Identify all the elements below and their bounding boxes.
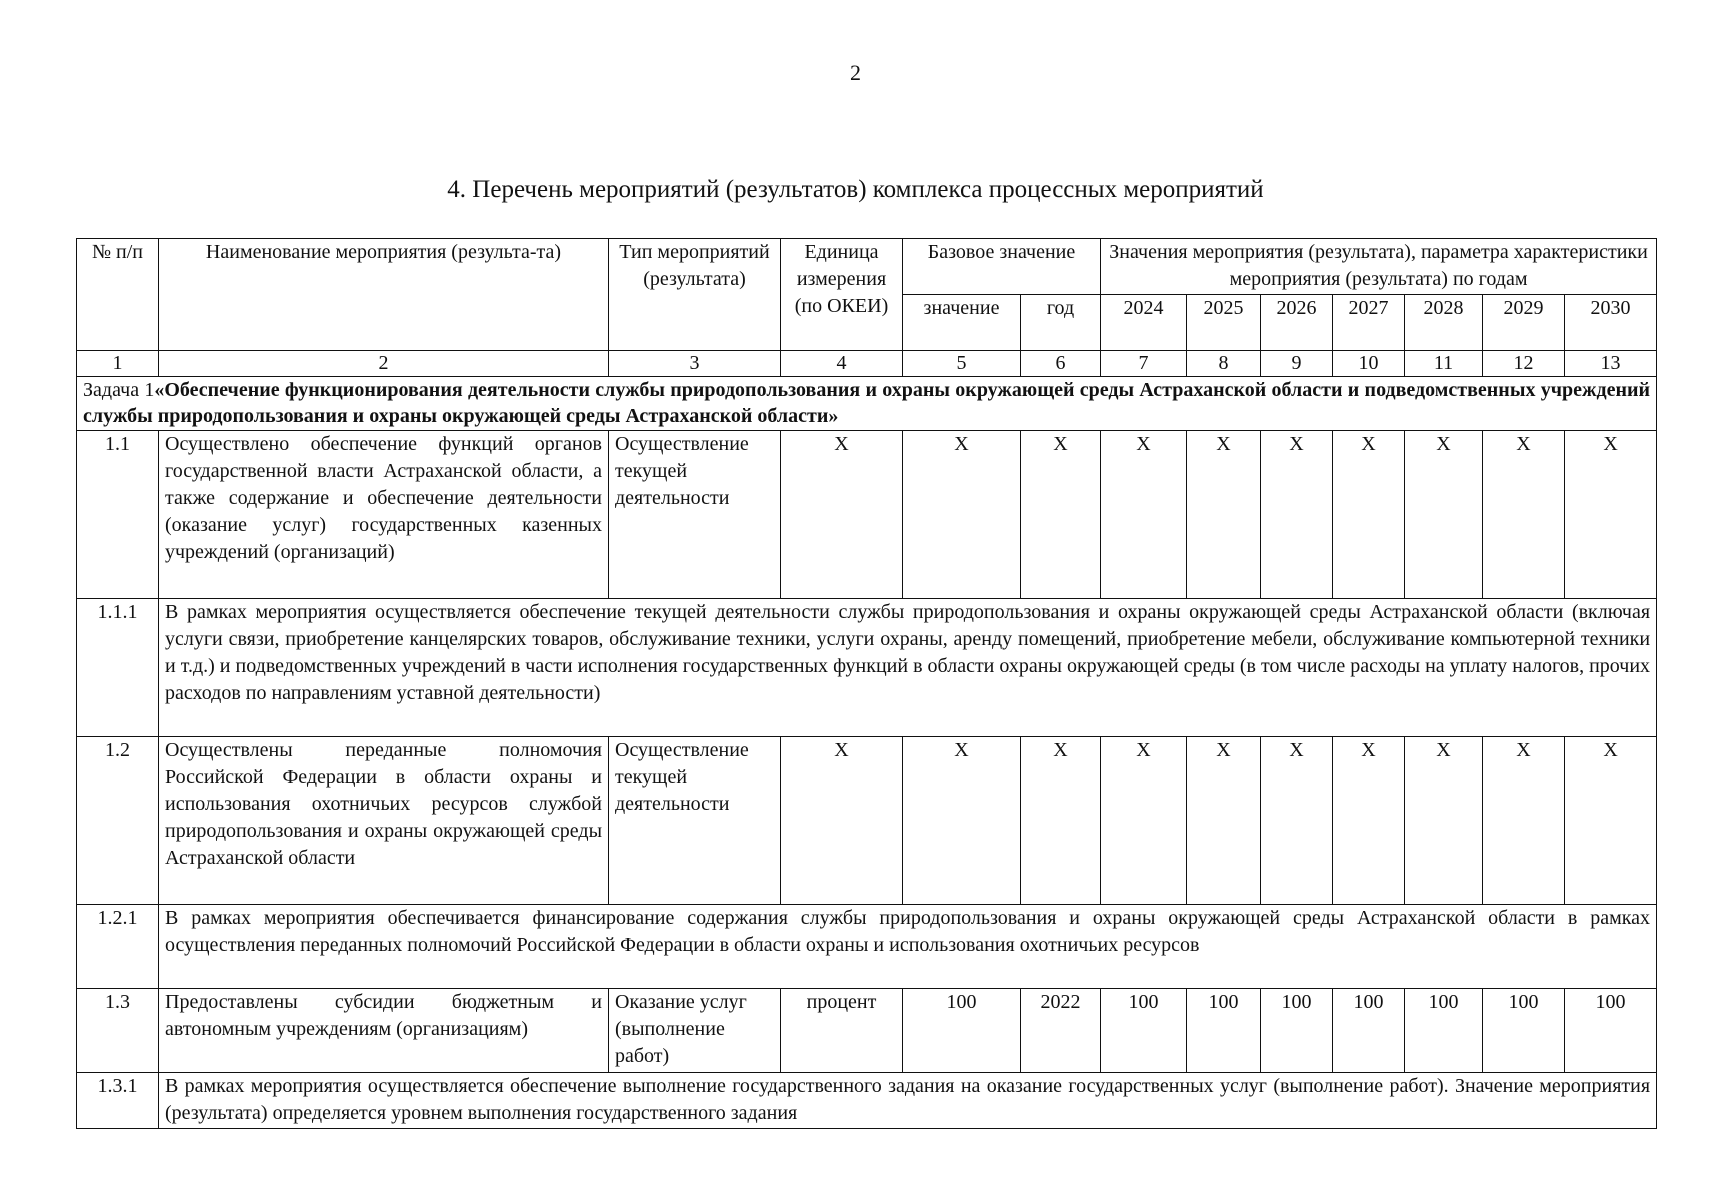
column-number: 8 [1187, 351, 1261, 377]
measure-description: В рамках мероприятия обеспечивается финансирование содержания службы природопользования и охраны окружающей среды Астраханской области в рамках осуществления переданных полномочий Российской Федерации в области охраны и использования охотничьих ресурсов [159, 905, 1657, 989]
measure-type: Оказание услуг (выполнение работ) [609, 989, 781, 1073]
header-base-year: год [1021, 295, 1101, 351]
header-num: № п/п [77, 239, 159, 351]
year-value: Х [1187, 737, 1261, 905]
header-year: 2027 [1333, 295, 1405, 351]
row-number: 1.2 [77, 737, 159, 905]
task-1-label: Задача 1 [83, 379, 155, 401]
year-value: 100 [1261, 989, 1333, 1073]
header-base: Базовое значение [903, 239, 1101, 295]
column-number: 6 [1021, 351, 1101, 377]
measure-unit: Х [781, 431, 903, 599]
year-value: 100 [1187, 989, 1261, 1073]
row-number: 1.3.1 [77, 1073, 159, 1129]
header-year: 2030 [1565, 295, 1657, 351]
table-row [77, 1073, 1657, 1129]
measure-name: Предоставлены субсидии бюджетным и автономным учреждениям (организациям) [159, 989, 609, 1073]
table-row [77, 599, 1657, 737]
measures-table [76, 238, 1657, 1129]
base-value: Х [903, 431, 1021, 599]
table-row [77, 431, 1657, 599]
year-value: Х [1101, 431, 1187, 599]
year-value: Х [1187, 431, 1261, 599]
base-year: Х [1021, 737, 1101, 905]
task-1-row [77, 377, 1657, 431]
year-value: 100 [1565, 989, 1657, 1073]
header-year: 2028 [1405, 295, 1483, 351]
measure-name: Осуществлены переданные полномочия Российской Федерации в области охраны и использования охотничьих ресурсов службой природопользования и охраны окружающей среды Астраханской области [159, 737, 609, 905]
measure-unit: процент [781, 989, 903, 1073]
header-values: Значения мероприятия (результата), параметра характеристики мероприятия (результата) по годам [1101, 239, 1657, 295]
table-row [77, 989, 1657, 1073]
header-type: Тип мероприятий (результата) [609, 239, 781, 351]
header-unit: Единица измерения (по ОКЕИ) [781, 239, 903, 351]
column-number: 4 [781, 351, 903, 377]
column-number: 9 [1261, 351, 1333, 377]
measure-description: В рамках мероприятия осуществляется обеспечение текущей деятельности службы природопользования и охраны окружающей среды Астраханской области (включая услуги связи, приобретение канцелярских товаров, обслуживание техники, услуги охраны, аренду помещений, приобретение мебели, обслуживание компьютерной техники и т.д.) и подведомственных учреждений в части исполнения государственных функций в области охраны окружающей среды (в том числе расходы на уплату налогов, прочих расходов по направлениям уставной деятельности) [159, 599, 1657, 737]
year-value: Х [1261, 737, 1333, 905]
base-year: 2022 [1021, 989, 1101, 1073]
year-value: Х [1405, 737, 1483, 905]
row-number: 1.2.1 [77, 905, 159, 989]
table-row [77, 737, 1657, 905]
column-number: 2 [159, 351, 609, 377]
year-value: Х [1261, 431, 1333, 599]
column-number: 7 [1101, 351, 1187, 377]
header-base-value: значение [903, 295, 1021, 351]
year-value: Х [1483, 737, 1565, 905]
column-number: 13 [1565, 351, 1657, 377]
year-value: 100 [1101, 989, 1187, 1073]
year-value: Х [1333, 431, 1405, 599]
year-value: Х [1405, 431, 1483, 599]
base-value: Х [903, 737, 1021, 905]
base-value: 100 [903, 989, 1021, 1073]
header-year: 2024 [1101, 295, 1187, 351]
header-row-1 [77, 239, 1657, 295]
year-value: Х [1483, 431, 1565, 599]
task-1-cell [77, 377, 1657, 431]
column-number: 1 [77, 351, 159, 377]
year-value: 100 [1333, 989, 1405, 1073]
task-1-text: «Обеспечение функционирования деятельности службы природопользования и охраны окружающей среды Астраханской области и подведомственных учреждений службы природопользования и охраны окружающей среды Астраханской области» [83, 379, 1651, 427]
page-number: 2 [850, 60, 861, 85]
measure-unit: Х [781, 737, 903, 905]
measure-type: Осуществление текущей деятельности [609, 431, 781, 599]
year-value: 100 [1405, 989, 1483, 1073]
column-number: 10 [1333, 351, 1405, 377]
year-value: Х [1101, 737, 1187, 905]
year-value: Х [1565, 431, 1657, 599]
year-value: Х [1565, 737, 1657, 905]
row-number: 1.3 [77, 989, 159, 1073]
year-value: 100 [1483, 989, 1565, 1073]
header-year: 2026 [1261, 295, 1333, 351]
column-number: 12 [1483, 351, 1565, 377]
measure-name: Осуществлено обеспечение функций органов государственной власти Астраханской области, а также содержание и обеспечение деятельности (оказание услуг) государственных казенных учреждений (организаций) [159, 431, 609, 599]
row-number: 1.1.1 [77, 599, 159, 737]
table-row [77, 905, 1657, 989]
base-year: Х [1021, 431, 1101, 599]
header-year: 2025 [1187, 295, 1261, 351]
column-numbers-row [77, 351, 1657, 377]
row-number: 1.1 [77, 431, 159, 599]
column-number: 5 [903, 351, 1021, 377]
document-title: 4. Перечень мероприятий (результатов) комплекса процессных мероприятий [447, 176, 1264, 203]
column-number: 3 [609, 351, 781, 377]
column-number: 11 [1405, 351, 1483, 377]
header-name: Наименование мероприятия (результа-та) [159, 239, 609, 351]
measure-type: Осуществление текущей деятельности [609, 737, 781, 905]
header-year: 2029 [1483, 295, 1565, 351]
year-value: Х [1333, 737, 1405, 905]
measure-description: В рамках мероприятия осуществляется обеспечение выполнение государственного задания на оказание государственных услуг (выполнение работ). Значение мероприятия (результата) определяется уровнем выполнения государственного задания [159, 1073, 1657, 1129]
